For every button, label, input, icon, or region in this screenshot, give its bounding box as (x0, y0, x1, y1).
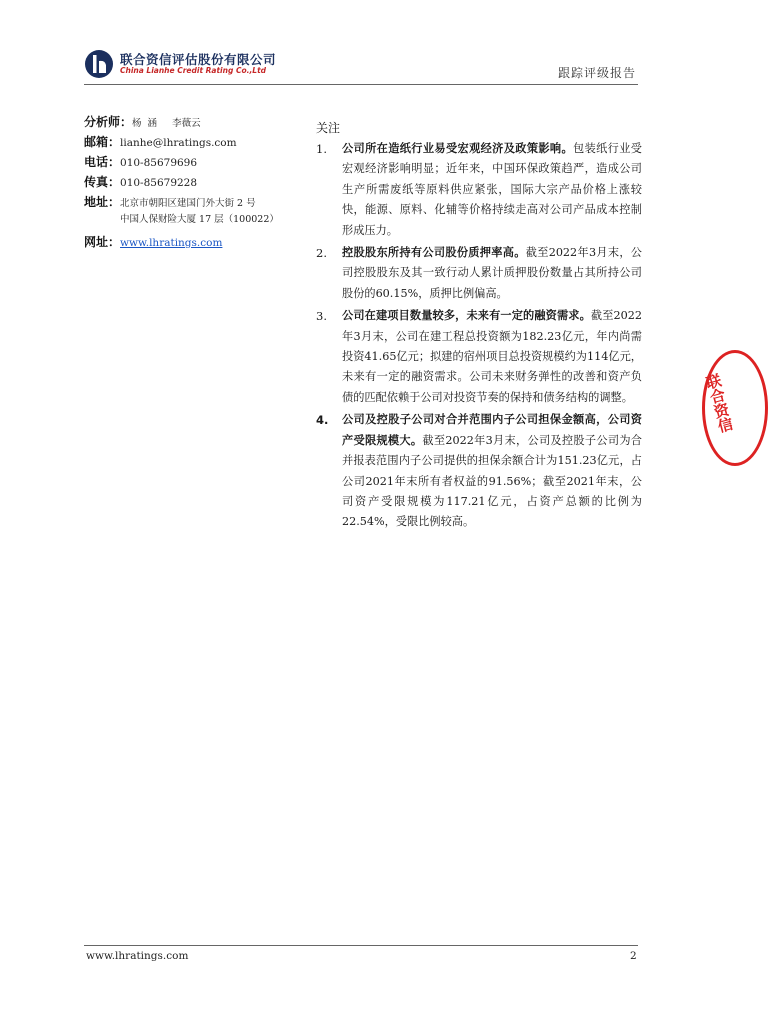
address-label: 地址： (84, 195, 121, 209)
email-row (84, 131, 304, 151)
item-heading: 控股股东所持有公司股份质押率高。 (342, 246, 526, 260)
item-heading: 公司在建项目数量较多，未来有一定的融资需求。 (342, 309, 591, 323)
company-seal-stamp (702, 350, 768, 466)
footer-divider (84, 945, 638, 946)
footer-url: www.lhratings.com (86, 950, 189, 962)
item-number: 1. (316, 142, 327, 156)
item-body: 截至2022年3月末，公司在建工程总投资额为182.23亿元，年内尚需投资41.65亿元；拟建的宿州项目总投资规模约为114亿元，未来有一定的融资需求。公司未来财务弹性的改善和资产负债的匹配依赖于公司对投资节奏的保持和债务结构的调整。 (342, 309, 642, 404)
fax-label: 传真： (84, 175, 121, 189)
attention-item (316, 410, 642, 532)
lianhe-logo-icon (84, 49, 114, 79)
item-body: 截至2022年3月末，公司及控股子公司为合并报表范围内子公司提供的担保余额合计为151.23亿元，占公司2021年末所有者权益的91.56%；截至2021年末，公司资产受限规模为117.21亿元，占资产总额的比例为22.54%，受限比例较高。 (342, 433, 642, 529)
attention-title: 关注 (316, 121, 341, 135)
item-number: 3. (316, 309, 327, 324)
analyst-label: 分析师： (84, 115, 133, 129)
email-value: lianhe@lhratings.com (120, 137, 237, 149)
contact-block (84, 111, 304, 251)
phone-row (84, 151, 304, 171)
email-label: 邮箱： (84, 135, 121, 149)
header-divider (84, 84, 638, 85)
analyst-row (84, 111, 304, 131)
attention-item (316, 139, 642, 241)
company-name-en: China Lianhe Credit Rating Co.,Ltd (120, 66, 267, 75)
page-number: 2 (630, 950, 637, 962)
document-type: 跟踪评级报告 (557, 66, 636, 80)
attention-section (316, 119, 642, 535)
item-number: 2. (316, 246, 327, 261)
item-heading: 公司及控股子公司对合并范围内子公司担保金额高，公司资产受限规模大。 (342, 413, 642, 447)
phone-label: 电话： (84, 155, 121, 169)
website-link[interactable]: www.lhratings.com (120, 237, 223, 249)
item-body: 截至2022年3月末，公司控股股东及其一致行动人累计质押股份数量占其所持公司股份的60.15%，质押比例偏高。 (342, 246, 642, 300)
website-label: 网址： (84, 235, 121, 249)
fax-value: 010-85679228 (120, 177, 198, 189)
address-line2: 中国人保财险大厦 17 层（100022） (120, 214, 279, 225)
attention-item (316, 306, 642, 408)
phone-value: 010-85679696 (120, 157, 198, 169)
page-header (84, 44, 638, 84)
item-heading: 公司所在造纸行业易受宏观经济及政策影响。 (342, 142, 574, 155)
stamp-text: 联合资信 (702, 371, 736, 435)
website-row (84, 231, 304, 251)
analyst-value: 杨 涵 李薇云 (132, 118, 201, 129)
fax-row (84, 171, 304, 191)
address-line1: 北京市朝阳区建国门外大街 2 号 (120, 198, 256, 209)
attention-item (316, 243, 642, 304)
company-name-cn: 联合资信评估股份有限公司 (120, 52, 277, 67)
address-row (84, 191, 304, 211)
item-body: 包装纸行业受宏观经济影响明显；近年来，中国环保政策趋严，造成公司生产所需废纸等原料供应紧张，国际大宗产品价格上涨较快，能源、原料、化辅等价格持续走高对公司产品成本控制形成压力。 (342, 142, 642, 237)
item-number: 4. (316, 413, 329, 428)
